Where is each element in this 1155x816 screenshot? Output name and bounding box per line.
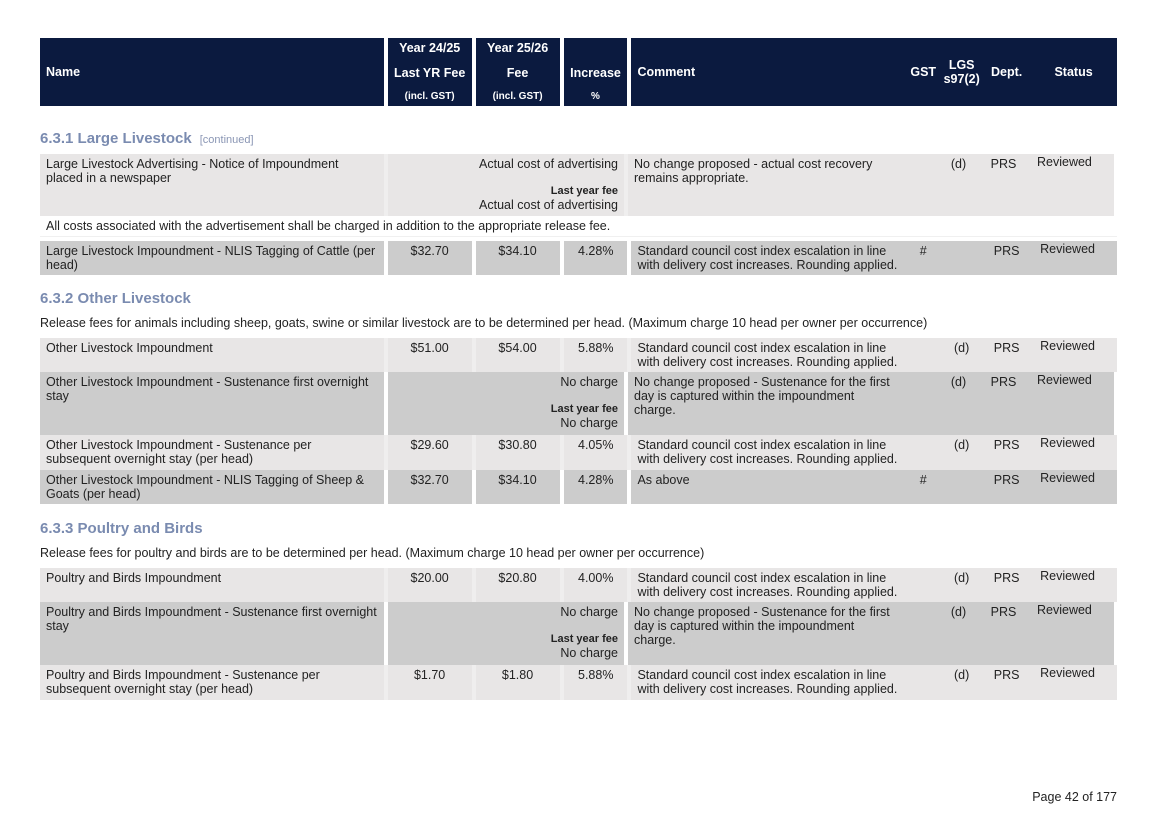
row-increase: 4.00% xyxy=(564,568,628,602)
status-text: Reviewed xyxy=(1040,339,1095,353)
header-comment: Comment xyxy=(631,38,906,106)
table-row xyxy=(40,602,1117,665)
row-fee: $1.80 xyxy=(476,665,560,700)
section-title: 6.3.2 Other Livestock xyxy=(40,290,191,307)
status-text: Reviewed xyxy=(1040,242,1095,256)
header-last-year-bottom: (incl. GST) xyxy=(404,91,455,102)
header-last-year-top: Year 24/25 xyxy=(399,41,461,55)
status-text: Reviewed xyxy=(1040,569,1095,583)
table-row xyxy=(40,665,1117,700)
table-row xyxy=(40,568,1117,602)
row-fee-span xyxy=(388,602,624,665)
header-dept: Dept. xyxy=(983,38,1030,106)
row-gst xyxy=(903,602,937,665)
table-row xyxy=(40,372,1117,435)
row-last-year-fee: $1.70 xyxy=(388,665,472,700)
row-dept: PRS xyxy=(980,154,1027,216)
last-year-fee-value: Actual cost of advertising xyxy=(479,198,618,212)
section-description: Release fees for animals including sheep, goats, swine or similar livestock are to be determined per head. (Maximum charge 10 head per owner per occurrence) xyxy=(40,316,928,330)
row-fee: $34.10 xyxy=(476,241,560,275)
row-comment: Standard council cost index escalation in line with delivery cost increases. Rounding applied. xyxy=(631,338,906,372)
status-text: Reviewed xyxy=(1037,603,1092,617)
row-fee-span xyxy=(388,372,624,435)
row-comment: No change proposed - Sustenance for the first day is captured within the impoundment charge. xyxy=(628,602,903,665)
row-note: All costs associated with the advertisement shall be charged in addition to the appropriate release fee. xyxy=(40,216,1117,237)
header-name: Name xyxy=(40,38,384,106)
row-dept: PRS xyxy=(983,435,1030,470)
header-fee-top: Year 25/26 xyxy=(486,41,549,55)
row-last-year-fee: $20.00 xyxy=(388,568,472,602)
table-row xyxy=(40,435,1117,470)
row-dept: PRS xyxy=(983,665,1030,700)
row-dept: PRS xyxy=(983,338,1030,372)
row-increase: 4.28% xyxy=(564,241,628,275)
last-year-fee-label: Last year fee xyxy=(550,633,618,645)
row-name: Other Livestock Impoundment - NLIS Tagging of Sheep & Goats (per head) xyxy=(40,470,384,504)
status-text: Reviewed xyxy=(1040,471,1095,485)
status-text: Reviewed xyxy=(1040,666,1095,680)
row-lgs: (d) xyxy=(937,154,980,216)
row-status xyxy=(1030,470,1117,504)
row-increase: 5.88% xyxy=(564,338,628,372)
last-year-fee-value: No charge xyxy=(560,646,618,660)
row-last-year-fee: $32.70 xyxy=(388,470,472,504)
header-lgs: LGS s97(2) xyxy=(940,38,983,106)
row-lgs: (d) xyxy=(937,602,980,665)
fee-schedule xyxy=(40,38,1117,700)
row-status xyxy=(1027,602,1114,665)
row-status xyxy=(1027,372,1114,435)
row-name: Poultry and Birds Impoundment - Sustenance per subsequent overnight stay (per head) xyxy=(40,665,384,700)
section-title-text: 6.3.1 Large Livestock xyxy=(40,130,192,147)
row-dept: PRS xyxy=(983,470,1030,504)
header-increase-mid: Increase xyxy=(570,66,621,80)
fee-value: No charge xyxy=(560,605,618,619)
table-row xyxy=(40,470,1117,504)
row-fee-span xyxy=(388,154,624,216)
row-lgs: (d) xyxy=(940,568,983,602)
row-comment: As above xyxy=(631,470,906,504)
row-gst: # xyxy=(906,470,940,504)
page-number: Page 42 of 177 xyxy=(1032,790,1117,804)
header-gst: GST xyxy=(906,38,940,106)
row-name: Poultry and Birds Impoundment - Sustenance first overnight stay xyxy=(40,602,384,665)
table-row xyxy=(40,154,1117,216)
row-fee: $34.10 xyxy=(476,470,560,504)
row-lgs: (d) xyxy=(940,435,983,470)
table-row xyxy=(40,338,1117,372)
row-gst: # xyxy=(906,241,940,275)
row-lgs: (d) xyxy=(940,665,983,700)
row-lgs: (d) xyxy=(937,372,980,435)
row-dept: PRS xyxy=(980,372,1027,435)
row-status xyxy=(1030,338,1117,372)
row-increase: 4.05% xyxy=(564,435,628,470)
status-text: Reviewed xyxy=(1037,155,1092,169)
row-last-year-fee: $29.60 xyxy=(388,435,472,470)
last-year-fee-label: Last year fee xyxy=(550,185,618,197)
row-status xyxy=(1030,241,1117,275)
row-gst xyxy=(903,154,937,216)
row-name: Other Livestock Impoundment - Sustenance per subsequent overnight stay (per head) xyxy=(40,435,384,470)
row-comment: No change proposed - actual cost recovery remains appropriate. xyxy=(628,154,903,216)
row-increase: 4.28% xyxy=(564,470,628,504)
row-dept: PRS xyxy=(980,602,1027,665)
fee-value: No charge xyxy=(560,375,618,389)
row-last-year-fee: $32.70 xyxy=(388,241,472,275)
section-title xyxy=(40,130,1117,147)
row-comment: Standard council cost index escalation in line with delivery cost increases. Rounding applied. xyxy=(631,665,906,700)
row-name: Poultry and Birds Impoundment xyxy=(40,568,384,602)
header-last-year-fee xyxy=(388,38,472,106)
header-increase-bottom: % xyxy=(591,91,600,102)
status-text: Reviewed xyxy=(1037,373,1092,387)
row-status xyxy=(1030,568,1117,602)
header-fee-bottom: (incl. GST) xyxy=(492,91,543,102)
header-increase xyxy=(564,38,628,106)
table-header xyxy=(40,38,1117,106)
row-comment: Standard council cost index escalation in line with delivery cost increases. Rounding applied. xyxy=(631,568,906,602)
section-description: Release fees for poultry and birds are to be determined per head. (Maximum charge 10 head per owner per occurrence) xyxy=(40,546,705,560)
last-year-fee-label: Last year fee xyxy=(550,403,618,415)
header-last-year-mid: Last YR Fee xyxy=(393,66,466,80)
row-fee: $20.80 xyxy=(476,568,560,602)
row-name: Large Livestock Advertising - Notice of Impoundment placed in a newspaper xyxy=(40,154,384,216)
row-gst xyxy=(906,435,940,470)
row-lgs xyxy=(940,470,983,504)
row-name: Large Livestock Impoundment - NLIS Tagging of Cattle (per head) xyxy=(40,241,384,275)
header-status: Status xyxy=(1030,38,1117,106)
header-fee xyxy=(476,38,560,106)
row-name: Other Livestock Impoundment xyxy=(40,338,384,372)
row-lgs: (d) xyxy=(940,338,983,372)
status-text: Reviewed xyxy=(1040,436,1095,450)
row-status xyxy=(1027,154,1114,216)
row-gst xyxy=(906,338,940,372)
row-dept: PRS xyxy=(983,568,1030,602)
row-gst xyxy=(906,568,940,602)
continued-note: [continued] xyxy=(199,134,254,146)
row-comment: Standard council cost index escalation in line with delivery cost increases. Rounding applied. xyxy=(631,435,906,470)
row-fee: $30.80 xyxy=(476,435,560,470)
row-increase: 5.88% xyxy=(564,665,628,700)
header-fee-mid: Fee xyxy=(506,66,529,80)
section-title: 6.3.3 Poultry and Birds xyxy=(40,520,203,537)
row-fee: $54.00 xyxy=(476,338,560,372)
row-gst xyxy=(903,372,937,435)
row-lgs xyxy=(940,241,983,275)
row-comment: No change proposed - Sustenance for the first day is captured within the impoundment charge. xyxy=(628,372,903,435)
fee-value: Actual cost of advertising xyxy=(479,157,618,171)
last-year-fee-value: No charge xyxy=(560,416,618,430)
row-dept: PRS xyxy=(983,241,1030,275)
row-name: Other Livestock Impoundment - Sustenance first overnight stay xyxy=(40,372,384,435)
row-comment: Standard council cost index escalation in line with delivery cost increases. Rounding applied. xyxy=(631,241,906,275)
table-row xyxy=(40,241,1117,275)
row-status xyxy=(1030,435,1117,470)
row-gst xyxy=(906,665,940,700)
row-status xyxy=(1030,665,1117,700)
row-last-year-fee: $51.00 xyxy=(388,338,472,372)
